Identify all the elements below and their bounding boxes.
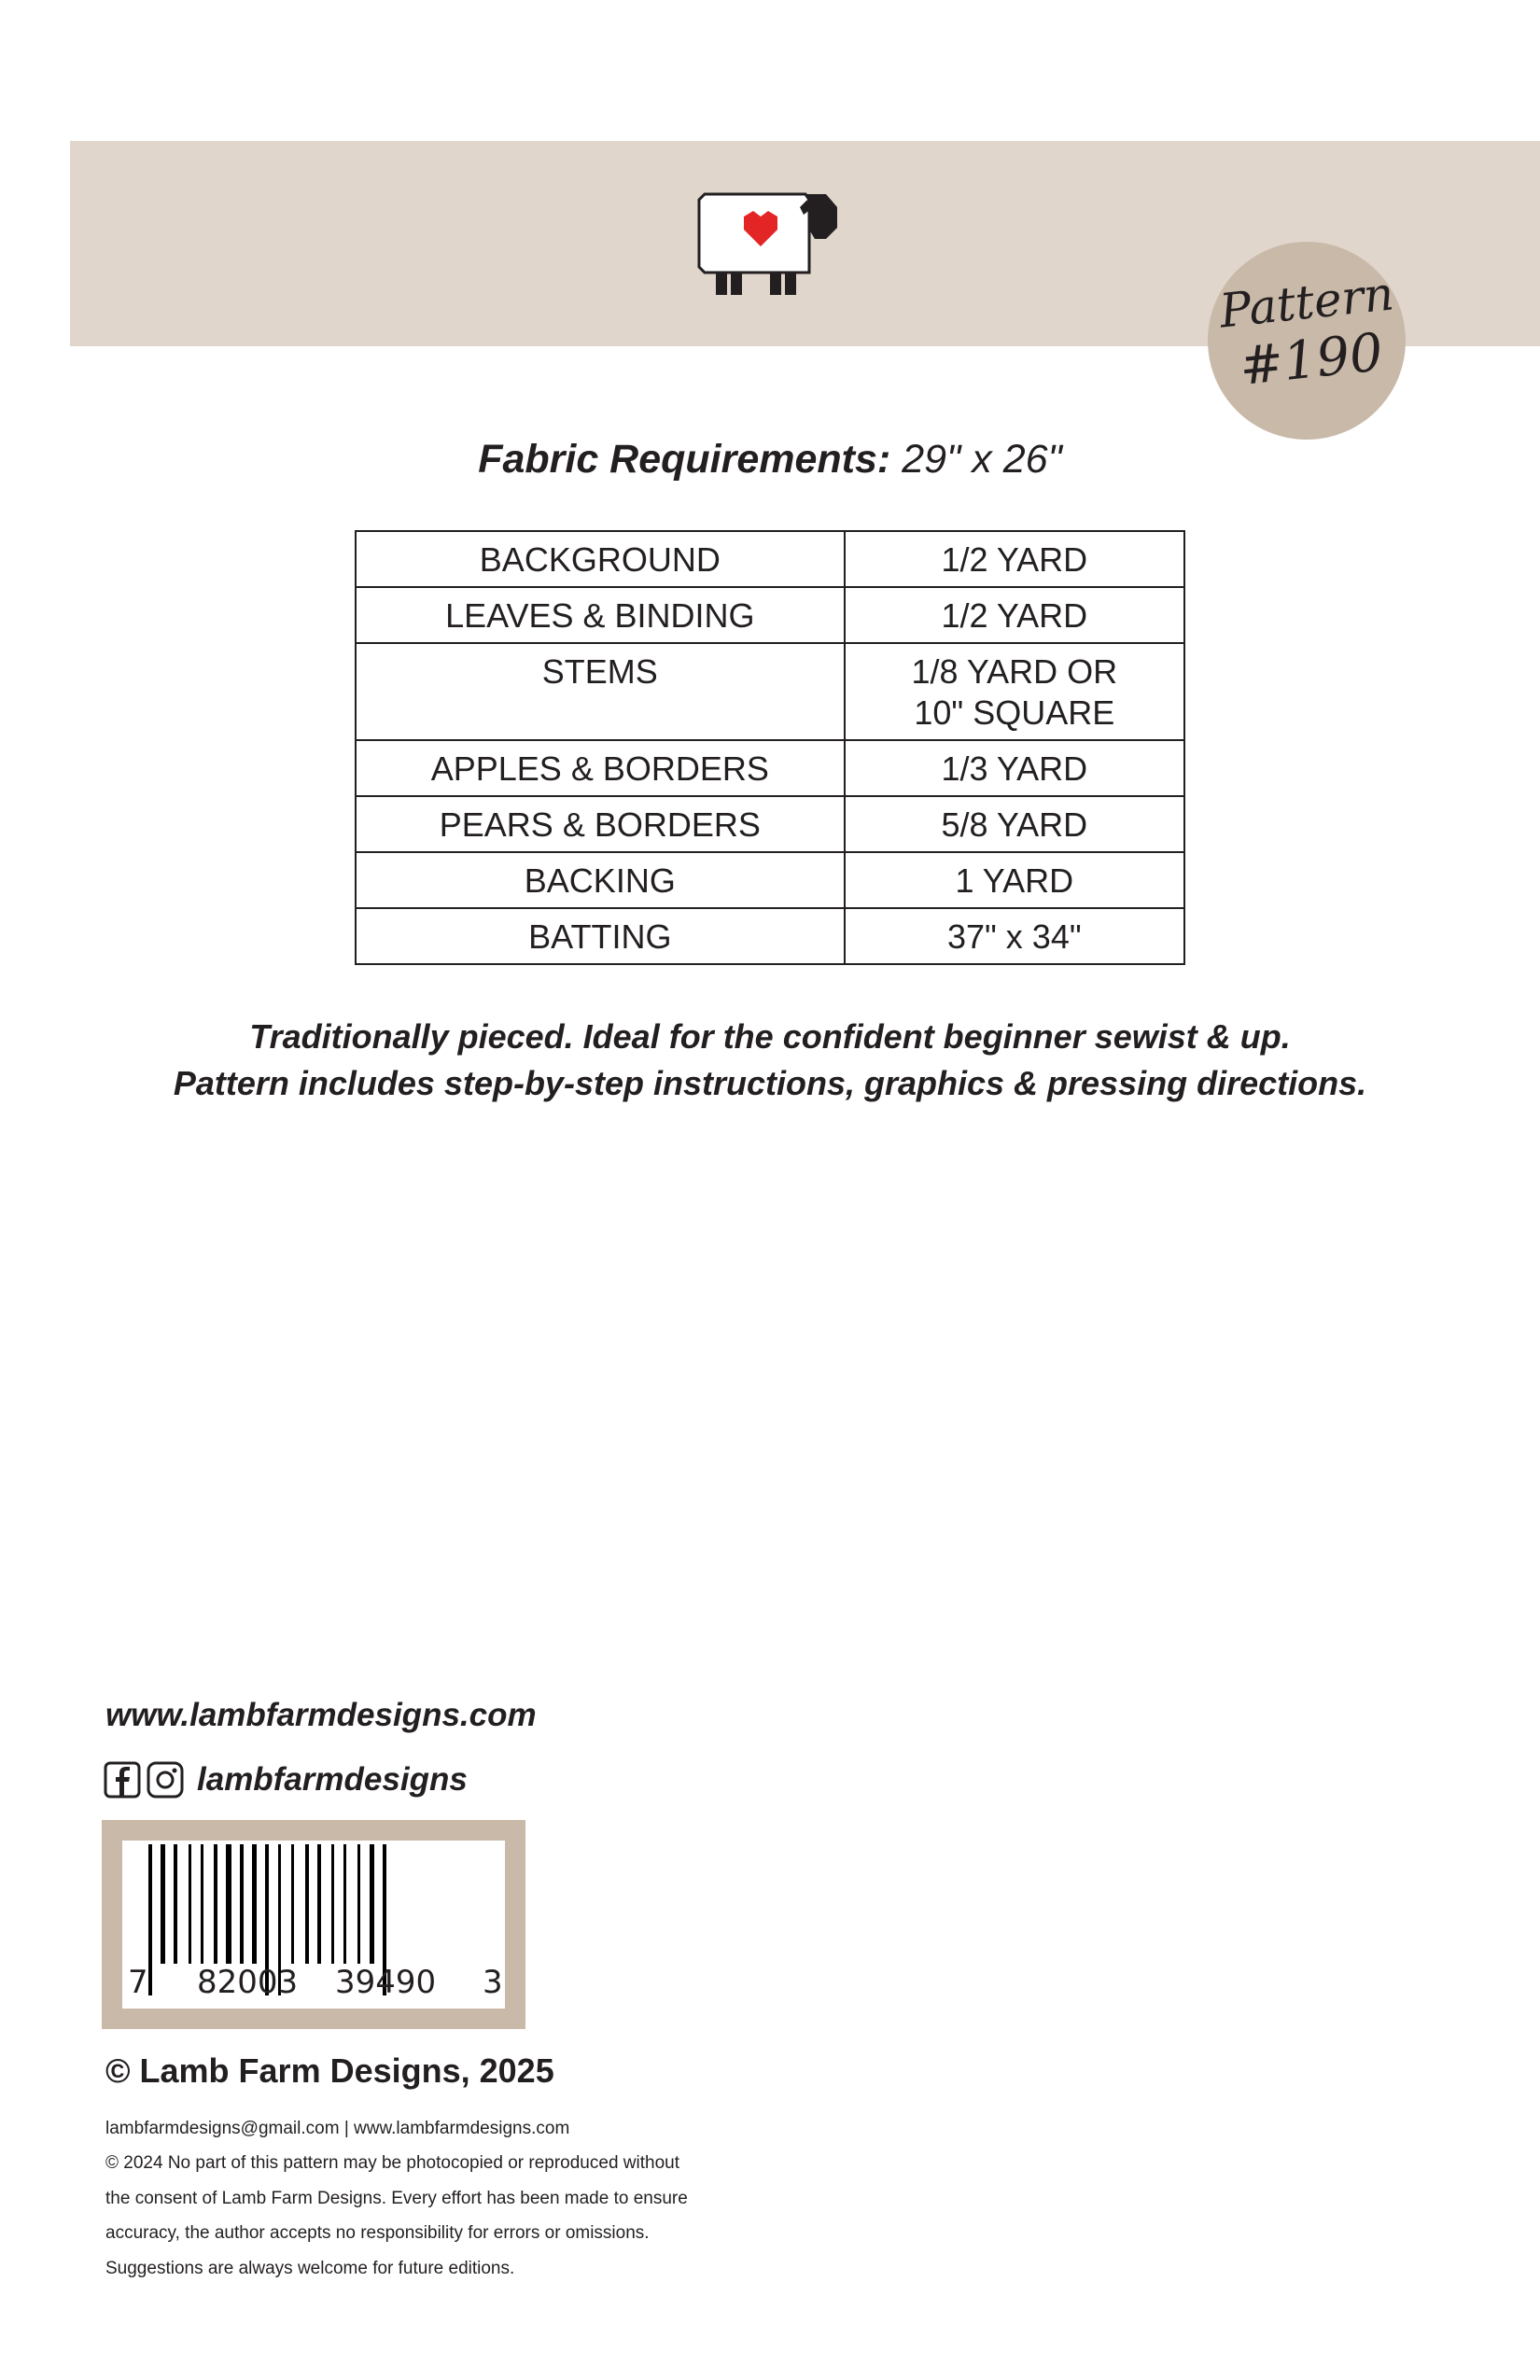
lamb-heart-logo	[695, 187, 849, 299]
barcode-digits-left: 82003	[197, 1964, 299, 2001]
barcode-bar	[291, 1844, 294, 1964]
barcode-bar	[189, 1844, 191, 1964]
barcode-bar	[357, 1844, 360, 1964]
fabric-amount-cell: 1/3 YARD	[845, 740, 1184, 796]
quilt-size: 29" x 26"	[902, 437, 1062, 482]
fabric-requirements-table	[355, 530, 1185, 965]
legal-line: © 2024 No part of this pattern may be photocopied or reproduced without	[105, 2153, 679, 2173]
barcode-frame	[102, 1820, 525, 2029]
barcode-bar	[148, 1844, 152, 1995]
table-row	[356, 908, 1184, 964]
barcode-bar	[331, 1844, 334, 1964]
contact-line: lambfarmdesigns@gmail.com | www.lambfarmdesigns.com	[105, 2119, 570, 2138]
barcode-bars	[122, 1841, 505, 2009]
barcode-bar	[201, 1844, 203, 1964]
table-row	[356, 796, 1184, 852]
table-row	[356, 740, 1184, 796]
social-handle[interactable]: lambfarmdesigns	[197, 1761, 468, 1798]
barcode-bar	[370, 1844, 374, 1964]
copyright-heading: © Lamb Farm Designs, 2025	[105, 2051, 554, 2090]
barcode-bar	[305, 1844, 309, 1964]
fabric-requirements-heading	[0, 437, 1540, 483]
barcode-bar	[343, 1844, 346, 1964]
barcode-bar	[174, 1844, 177, 1964]
barcode-digit-check: 3	[483, 1964, 503, 2001]
barcode-bar	[214, 1844, 217, 1964]
fabric-name-cell: STEMS	[356, 643, 845, 740]
barcode-bar	[252, 1844, 257, 1964]
pattern-badge-label	[1197, 266, 1417, 398]
table-row	[356, 587, 1184, 643]
legal-line: the consent of Lamb Farm Designs. Every effort has been made to ensure	[105, 2189, 688, 2208]
fabric-amount-cell: 1/8 YARD OR 10" SQUARE	[845, 643, 1184, 740]
legal-line: Suggestions are always welcome for future editions.	[105, 2259, 515, 2278]
badge-line-1: Pattern	[1216, 266, 1397, 339]
fabric-name-cell: BACKGROUND	[356, 531, 845, 587]
fabric-name-cell: PEARS & BORDERS	[356, 796, 845, 852]
instagram-icon[interactable]	[147, 1761, 184, 1799]
fabric-amount-cell: 1/2 YARD	[845, 531, 1184, 587]
barcode	[122, 1841, 505, 2009]
barcode-bar	[161, 1844, 165, 1964]
fabric-name-cell: BACKING	[356, 852, 845, 908]
table-row	[356, 643, 1184, 740]
facebook-icon[interactable]	[104, 1761, 141, 1799]
pattern-includes-text: Pattern includes step-by-step instructions, graphics & pressing directions.	[173, 1064, 1367, 1102]
barcode-digits-right: 39490	[335, 1964, 437, 2001]
legal-line: accuracy, the author accepts no responsibility for errors or omissions.	[105, 2223, 650, 2243]
fabric-amount-cell: 37" x 34"	[845, 908, 1184, 964]
fabric-name-cell: LEAVES & BINDING	[356, 587, 845, 643]
social-row	[104, 1759, 468, 1800]
fabric-amount-cell: 5/8 YARD	[845, 796, 1184, 852]
barcode-digit-lead: 7	[128, 1964, 148, 2001]
fabric-name-cell: BATTING	[356, 908, 845, 964]
requirements-label: Fabric Requirements:	[478, 437, 891, 482]
barcode-bar	[226, 1844, 231, 1964]
barcode-bar	[317, 1844, 321, 1964]
fabric-name-cell: APPLES & BORDERS	[356, 740, 845, 796]
fabric-amount-cell: 1 YARD	[845, 852, 1184, 908]
skill-level-text: Traditionally pieced. Ideal for the confident beginner sewist & up.	[249, 1017, 1291, 1056]
fabric-amount-cell: 1/2 YARD	[845, 587, 1184, 643]
website-link[interactable]: www.lambfarmdesigns.com	[105, 1697, 537, 1733]
badge-line-2: #190	[1237, 322, 1386, 398]
table-row	[356, 852, 1184, 908]
barcode-bar	[240, 1844, 244, 1964]
table-row	[356, 531, 1184, 587]
